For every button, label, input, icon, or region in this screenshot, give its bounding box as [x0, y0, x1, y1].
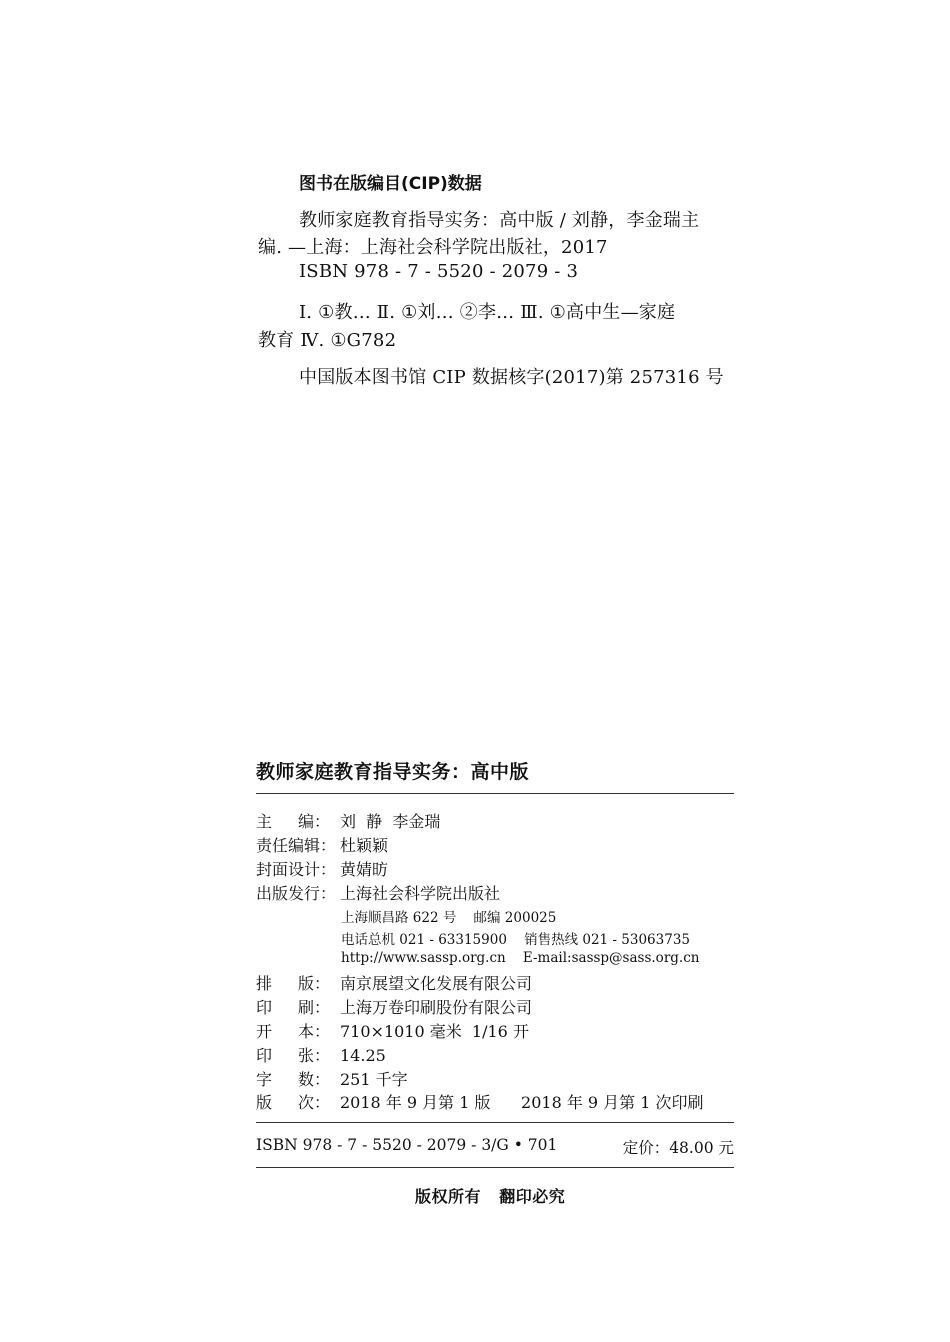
cover-design-value: 黄婧昉	[340, 860, 389, 879]
publisher-web: http://www.sassp.org.cn E-mail:sassp@sass.org.cn	[341, 950, 700, 966]
cip-classification-line: Ⅰ. ①教… Ⅱ. ①刘… ②李… Ⅲ. ①高中生—家庭	[299, 302, 676, 323]
typesetting-value: 南京展望文化发展有限公司	[340, 974, 533, 993]
row-format	[256, 1019, 529, 1042]
format-value: 710×1010 毫米 1/16 开	[340, 1022, 529, 1041]
row-typesetting	[256, 971, 532, 994]
editor-value: 刘 静 李金瑞	[340, 812, 441, 831]
sheets-label: 印 张：	[256, 1046, 330, 1065]
row-cover-design	[256, 857, 388, 880]
sheets-value: 14.25	[340, 1046, 386, 1065]
row-editor	[256, 809, 440, 832]
row-sheets	[256, 1043, 386, 1066]
responsible-editor-label: 责任编辑：	[256, 836, 337, 855]
row-printing	[256, 995, 532, 1018]
row-edition	[256, 1090, 704, 1113]
words-value: 251 千字	[340, 1070, 408, 1089]
publisher-value: 上海社会科学院出版社	[340, 884, 501, 903]
responsible-editor-value: 杜颖颖	[340, 836, 389, 855]
row-responsible-editor	[256, 833, 388, 856]
edition-label: 版 次：	[256, 1093, 330, 1112]
divider-top	[256, 793, 734, 794]
publisher-phone: 电话总机 021 - 63315900 销售热线 021 - 53063735	[341, 932, 690, 948]
cip-classification-line-2: 教育 Ⅳ. ①G782	[258, 330, 397, 351]
printing-label: 印 刷：	[256, 998, 330, 1017]
cip-publisher-line: 编. —上海：上海社会科学院出版社，2017	[258, 237, 608, 258]
printing-value: 上海万卷印刷股份有限公司	[340, 998, 533, 1017]
cip-heading: 图书在版编目(CIP)数据	[299, 174, 482, 194]
format-label: 开 本：	[256, 1022, 330, 1041]
row-words	[256, 1067, 408, 1090]
cover-design-label: 封面设计：	[256, 860, 337, 879]
edition-value: 2018 年 9 月第 1 版 2018 年 9 月第 1 次印刷	[340, 1093, 704, 1112]
cip-approval-line: 中国版本图书馆 CIP 数据核字(2017)第 257316 号	[299, 367, 724, 388]
editor-label: 主 编：	[256, 812, 330, 831]
divider-bottom	[256, 1167, 734, 1168]
isbn-full: ISBN 978 - 7 - 5520 - 2079 - 3/G • 701	[256, 1136, 558, 1154]
copyright-notice: 版权所有 翻印必究	[415, 1187, 566, 1206]
words-label: 字 数：	[256, 1070, 330, 1089]
price: 定价：48.00 元	[622, 1139, 734, 1157]
cip-isbn-line: ISBN 978 - 7 - 5520 - 2079 - 3	[299, 261, 579, 282]
typesetting-label: 排 版：	[256, 974, 330, 993]
divider-middle	[256, 1122, 734, 1123]
book-title: 教师家庭教育指导实务：高中版	[256, 761, 530, 783]
publisher-label: 出版发行：	[256, 884, 337, 903]
cip-title-line: 教师家庭教育指导实务：高中版 / 刘静，李金瑞主	[299, 210, 700, 231]
row-publisher	[256, 881, 500, 904]
publisher-address: 上海顺昌路 622 号 邮编 200025	[341, 910, 557, 926]
